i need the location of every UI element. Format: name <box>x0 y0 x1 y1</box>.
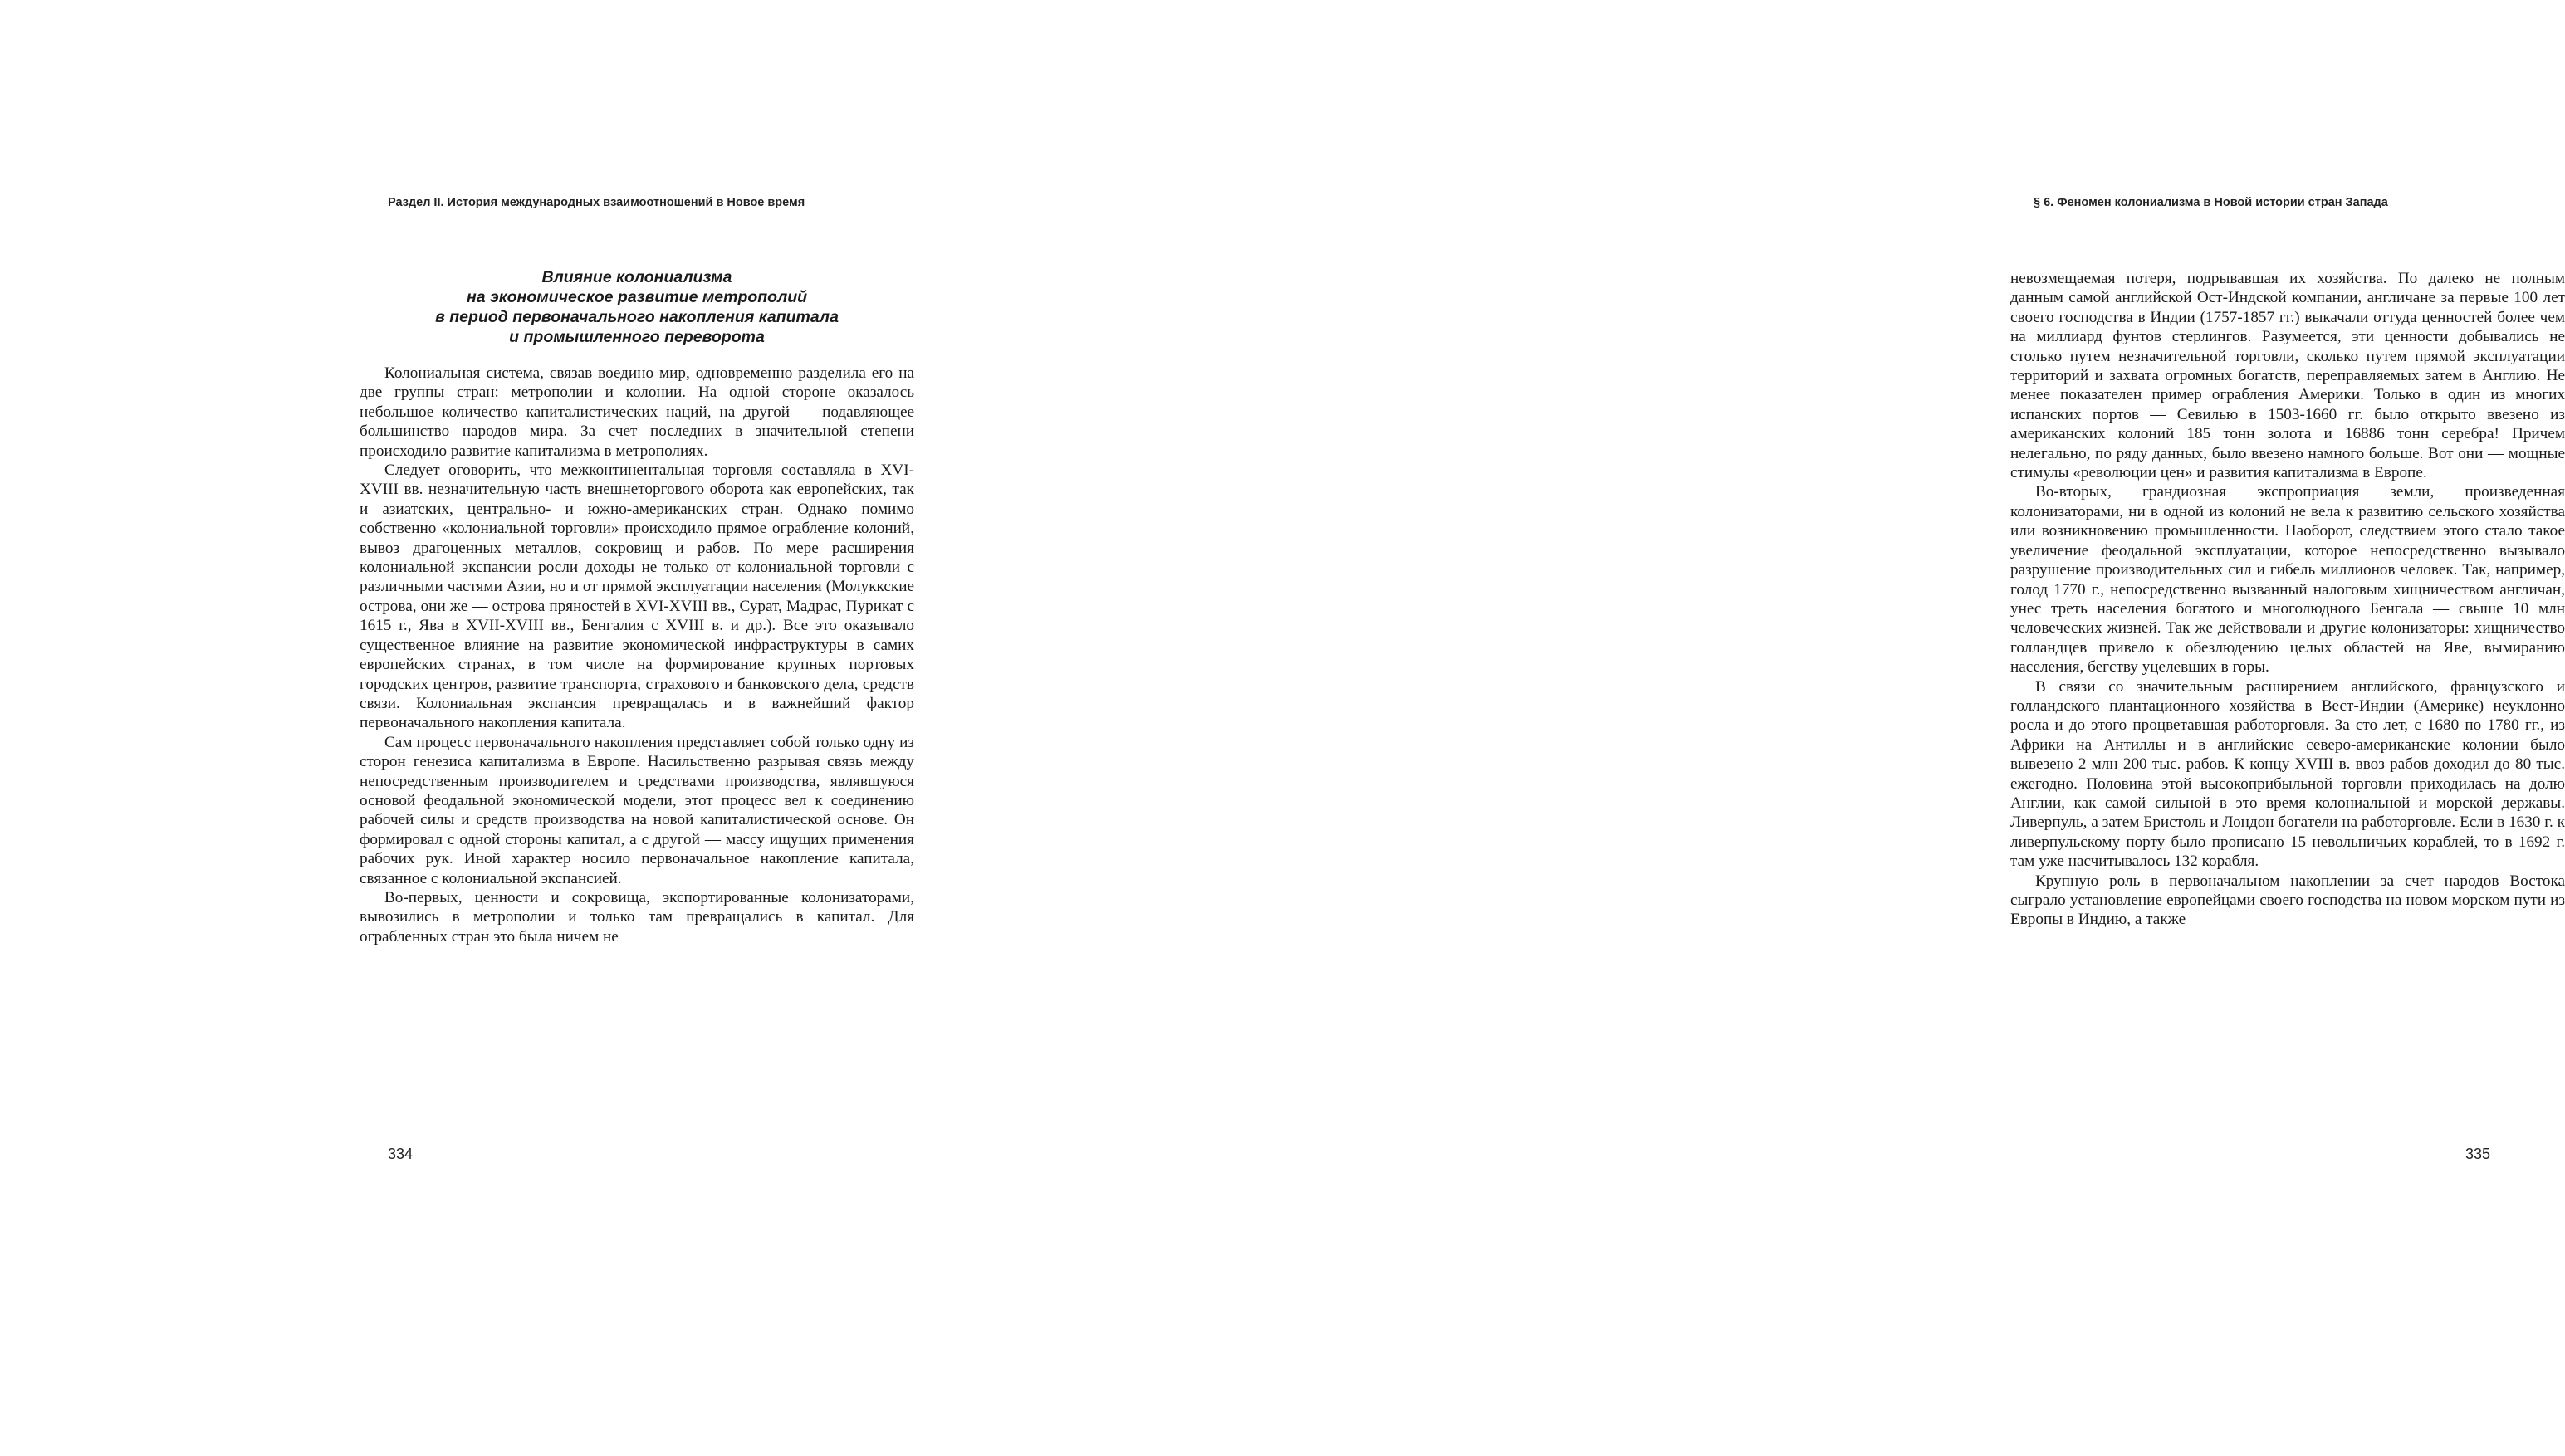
section-title-line: и промышленного переворота <box>509 328 765 346</box>
paragraph: Сам процесс первоначального накопления представляет собой только одну из сторон генезиса капитализма в Европе. Насильственно разрывая связь между непосредственным производителем и средствами производства, являвшуюся основой феодальной экономической модели, этот процесс вел к соединению рабочей силы и средств производства на новой капиталистической основе. Он формировал с одной стороны капитал, а с другой — массу ищущих применения рабочих рук. Иной характер носило первоначальное накопление капитала, связанное с колониальной экспансией. <box>360 733 914 887</box>
paragraph: В связи со значительным расширением английского, французского и голландского плантационного хозяйства в Вест-Индии (Америке) неуклонно росла и до этого процветавшая работорговля. За сто лет, с 1680 по 1780 гг., из Африки на Антиллы и в английские северо-американские колонии было вывезено 2 млн 200 тыс. рабов. К концу XVIII в. ввоз рабов доходил до 80 тыс. ежегодно. Половина этой высокоприбыльной торговли приходилась на долю Англии, как самой сильной в это время колониальной и морской державы. Ливерпуль, а затем Бристоль и Лондон богатели на работорговле. Если в 1630 г. к ливерпульскому порту было прописано 15 невольничьих кораблей, то в 1692 г. там уже насчитывалось 132 корабля. <box>2010 677 2565 871</box>
right-text-column <box>2010 269 2565 930</box>
page-number-right: 335 <box>2465 1146 2491 1162</box>
section-title-line: в период первоначального накопления капитала <box>435 308 839 326</box>
right-page <box>1030 0 2565 1456</box>
paragraph: Крупную роль в первоначальном накоплении за счет народов Востока сыграло установление европейцами своего господства на новом морском пути из Европы в Индию, а также <box>2010 872 2565 929</box>
left-text-column <box>360 267 914 946</box>
paragraph: Во-первых, ценности и сокровища, экспортированные колонизаторами, вывозились в метрополии и только там превращались в капитал. Для ограбленных стран это была ничем не <box>360 888 914 945</box>
paragraph: Следует оговорить, что межконтинентальная торговля составляла в XVI-XVIII вв. незначительную часть внешнеторгового оборота как европейских, так и азиатских, центрально- и южно-американских стран. Однако помимо собственно «колониальной торговли» происходило прямое ограбление колоний, вывоз драгоценных металлов, сокровищ и рабов. По мере расширения колониальной экспансии росли доходы не только от колониальной торговли с различными частями Азии, но и от прямой эксплуатации населения (Молуккские острова, они же — острова пряностей в XVI-XVIII вв., Сурат, Мадрас, Пурикат с 1615 г., Ява в XVII-XVIII вв., Бенгалия с XVIII в. и др.). Все это оказывало существенное влияние на развитие экономической инфраструктуры в самих европейских странах, в том числе на формирование крупных портовых городских центров, развитие транспорта, страхового и банковского дела, средств связи. Колониальная экспансия превращалась и в важнейший фактор первоначального накопления капитала. <box>360 462 914 732</box>
running-head-left: Раздел II. История международных взаимоотношений в Новое время <box>388 196 805 209</box>
section-title-line: Влияние колониализма <box>541 268 732 286</box>
section-title <box>360 267 914 347</box>
page-number-left: 334 <box>388 1146 414 1162</box>
paragraph: Колониальная система, связав воедино мир, одновременно разделила его на две группы стран: метрополии и колонии. На одной стороне оказалось небольшое количество капиталистических наций, на другой — подавляющее большинство народов мира. За счет последних в значительной степени происходило развитие капитализма в метрополиях. <box>360 364 914 460</box>
running-head-right: § 6. Феномен колониализма в Новой истории стран Запада <box>2034 196 2388 209</box>
paragraph: невозмещаемая потеря, подрывавшая их хозяйства. По далеко не полным данным самой английской Ост-Индской компании, англичане за первые 100 лет своего господства в Индии (1757-1857 гг.) выкачали оттуда ценностей более чем на миллиард фунтов стерлингов. Разумеется, эти ценности добывались не столько путем незначительной торговли, сколько путем прямой эксплуатации территорий и захвата огромных богатств, переправляемых затем в Англию. Не менее показателен пример ограбления Америки. Только в один из многих испанских портов — Севилью в 1503-1660 гг. было открыто ввезено из американских колоний 185 тонн золота и 16886 тонн серебра! Причем нелегально, по ряду данных, было ввезено намного больше. Вот они — мощные стимулы «революции цен» и развития капитализма в Европе. <box>2010 270 2565 482</box>
section-title-line: на экономическое развитие метрополий <box>466 288 808 306</box>
paragraph: Во-вторых, грандиозная экспроприация земли, произведенная колонизаторами, ни в одной из колоний не вела к развитию сельского хозяйства или возникновению промышленности. Наоборот, следствием этого стало такое увеличение феодальной эксплуатации, которое непосредственно вызывало разрушение производительных сил и гибель миллионов человек. Так, например, голод 1770 г., непосредственно вызванный налоговым хищничеством англичан, унес треть населения богатого и многолюдного Бенгала — свыше 10 млн человеческих жизней. Так же действовали и другие колонизаторы: хищничество голландцев привело к обезлюдению целых областей на Яве, вымиранию населения, бегству уцелевших в горы. <box>2010 483 2565 677</box>
right-body-text <box>2010 269 2565 930</box>
left-body-text <box>360 364 914 946</box>
left-page <box>0 0 1030 1456</box>
